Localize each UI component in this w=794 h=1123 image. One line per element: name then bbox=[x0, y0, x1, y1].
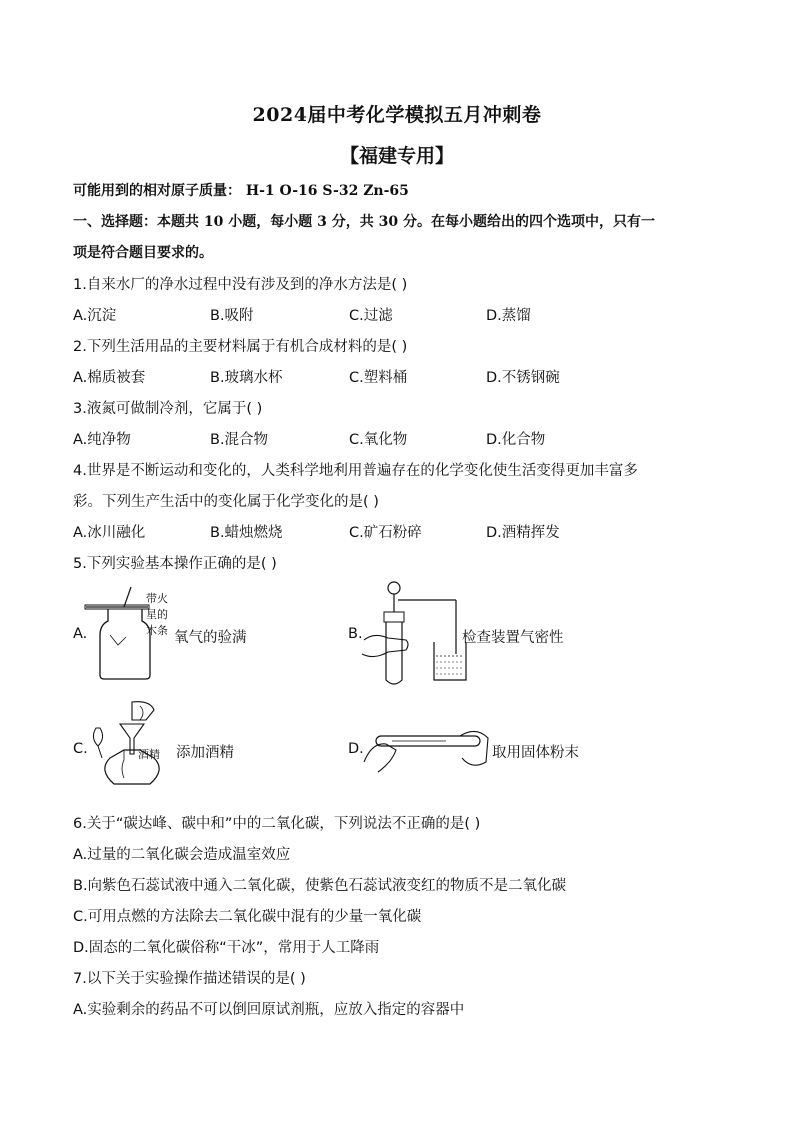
q3-option-c: C.氧化物 bbox=[349, 432, 408, 448]
question-1-stem: 1.自来水厂的净水过程中没有涉及到的净水方法是( ) bbox=[73, 277, 408, 293]
page-subtitle: 【福建专用】 bbox=[339, 145, 454, 167]
q5-option-a-text: 氧气的验满 bbox=[174, 630, 247, 646]
page-title: 2024届中考化学模拟五月冲刺卷 bbox=[252, 104, 542, 126]
q5-option-d-letter: D. bbox=[348, 741, 364, 757]
powder-transfer-figure bbox=[362, 722, 492, 782]
q6-option-b: B.向紫色石蕊试液中通入二氧化碳，使紫色石蕊试液变红的物质不是二氧化碳 bbox=[73, 878, 567, 894]
q5-a-note-2: 星的 bbox=[146, 608, 168, 621]
question-3-stem: 3.液氮可做制冷剂，它属于( ) bbox=[73, 401, 263, 417]
q2-option-d: D.不锈钢碗 bbox=[486, 370, 560, 386]
question-6-stem: 6.关于“碳达峰、碳中和”中的二氧化碳，下列说法不正确的是( ) bbox=[73, 816, 481, 832]
q4-option-b: B.蜡烛燃烧 bbox=[210, 525, 283, 541]
q3-option-a: A.纯净物 bbox=[73, 432, 131, 448]
q5-option-c-letter: C. bbox=[73, 741, 88, 757]
q4-option-d: D.酒精挥发 bbox=[486, 525, 560, 541]
q4-option-c: C.矿石粉碎 bbox=[349, 525, 422, 541]
q5-option-d-text: 取用固体粉末 bbox=[492, 745, 579, 761]
q1-option-a: A.沉淀 bbox=[73, 308, 117, 324]
q5-a-note-3: 木条 bbox=[146, 624, 168, 637]
q3-option-d: D.化合物 bbox=[486, 432, 546, 448]
question-2-stem: 2.下列生活用品的主要材料属于有机合成材料的是( ) bbox=[73, 339, 408, 355]
q6-option-c: C.可用点燃的方法除去二氧化碳中混有的少量一氧化碳 bbox=[73, 909, 422, 925]
adding-alcohol-figure bbox=[80, 698, 180, 788]
q2-option-c: C.塑料桶 bbox=[349, 370, 408, 386]
q2-option-b: B.玻璃水杯 bbox=[210, 370, 283, 386]
question-7-stem: 7.以下关于实验操作描述错误的是( ) bbox=[73, 971, 306, 987]
q1-option-b: B.吸附 bbox=[210, 308, 254, 324]
section-instruction-1: 一、选择题：本题共 10 小题，每小题 3 分，共 30 分。在每小题给出的四个选项中，只有一 bbox=[73, 214, 655, 230]
q1-option-c: C.过滤 bbox=[349, 308, 393, 324]
q6-option-d: D.固态的二氧化碳俗称“干冰”，常用于人工降雨 bbox=[73, 940, 380, 956]
airtightness-check-figure bbox=[360, 580, 470, 690]
q5-a-note-1: 带火 bbox=[146, 592, 168, 605]
q5-option-b-text: 检查装置气密性 bbox=[462, 630, 564, 646]
q1-option-d: D.蒸馏 bbox=[486, 308, 531, 324]
q5-c-note: 酒精 bbox=[138, 748, 160, 761]
question-5-stem: 5.下列实验基本操作正确的是( ) bbox=[73, 556, 277, 572]
q5-option-c-text: 添加酒精 bbox=[176, 745, 234, 761]
section-instruction-2: 项是符合题目要求的。 bbox=[73, 245, 213, 261]
question-4-stem-line1: 4.世界是不断运动和变化的，人类科学地利用普遍存在的化学变化使生活变得更加丰富多 bbox=[73, 463, 638, 479]
q4-option-a: A.冰川融化 bbox=[73, 525, 146, 541]
atomic-mass-line: 可能用到的相对原子质量： H-1 O-16 S-32 Zn-65 bbox=[73, 183, 409, 199]
q5-option-b-letter: B. bbox=[348, 626, 363, 642]
q6-option-a: A.过量的二氧化碳会造成温室效应 bbox=[73, 847, 291, 863]
question-4-stem-line2: 彩。下列生产生活中的变化属于化学变化的是( ) bbox=[73, 494, 379, 510]
q2-option-a: A.棉质被套 bbox=[73, 370, 146, 386]
q3-option-b: B.混合物 bbox=[210, 432, 269, 448]
q7-option-a: A.实验剩余的药品不可以倒回原试剂瓶，应放入指定的容器中 bbox=[73, 1002, 465, 1018]
q5-option-a-letter: A. bbox=[73, 626, 88, 642]
